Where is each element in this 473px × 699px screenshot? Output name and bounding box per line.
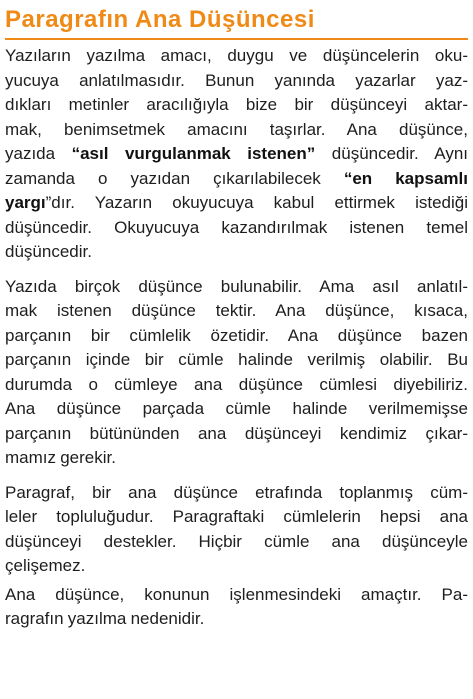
text-line: durumda o cümleye ana düşünce cümlesi diyebiliriz.: [5, 374, 468, 394]
text-line: parçanın içinde bir cümle halinde verilmiş olabilir. Bu: [5, 350, 468, 369]
text-line: yucuya anlatılmasıdır. Bunun yanında yazarlar yaz-: [5, 70, 468, 90]
text-line: düşüncedir. Okuyucuya kazandırılmak istenen temel: [5, 217, 468, 237]
text-line: dıkları metinler aracılığıyla bize bir düşünceyi aktar-: [5, 95, 468, 114]
text-line: Ana düşünce parçada cümle halinde verilmemişse: [5, 399, 468, 418]
text-line: mamız gerekir.: [5, 448, 116, 467]
document-page: [5, 0, 468, 632]
page-title: Paragrafın Ana Düşüncesi: [5, 6, 315, 33]
text-line: düşünceyi destekler. Hiçbir cümle ana düşünceyle: [5, 531, 468, 551]
emphasized-text: “en kapsamlı: [343, 168, 468, 188]
text-line: Paragraf, bir ana düşünce etrafında toplanmış cüm-: [5, 482, 468, 502]
text-line: mak, benimsetmek amacını taşırlar. Ana düşünce,: [5, 119, 468, 139]
text-line: yargı”dır. Yazarın okuyucuya kabul ettirmek istediği: [5, 193, 468, 212]
text-line: Yazıların yazılma amacı, duygu ve düşüncelerin oku-: [5, 46, 468, 65]
text-line: leler topluluğudur. Paragraftaki cümlelerin hepsi ana: [5, 507, 468, 526]
emphasized-text: “asıl vurgulanmak istenen”: [71, 144, 316, 163]
paragraph: [5, 275, 468, 471]
text-line: Ana düşünce, konunun işlenmesindeki amaçtır. Pa-: [5, 584, 468, 604]
text-line: ragrafın yazılma nedenidir.: [5, 609, 205, 628]
paragraph: [5, 481, 468, 579]
text-line: zamanda o yazıdan çıkarılabilecek “en kapsamlı: [5, 168, 468, 188]
text-line: Yazıda birçok düşünce bulunabilir. Ama asıl anlatıl-: [5, 276, 468, 296]
text-line: mak istenen düşünce tektir. Ana düşünce, kısaca,: [5, 301, 468, 320]
text-line: düşüncedir.: [5, 242, 92, 261]
paragraph: [5, 583, 468, 632]
title-underline: [5, 38, 468, 40]
paragraph: [5, 44, 468, 265]
text-line: çelişemez.: [5, 556, 86, 575]
emphasized-text: yargı: [5, 193, 46, 212]
body-text: [5, 44, 468, 632]
text-line: yazıda “asıl vurgulanmak istenen” düşüncedir. Aynı: [5, 144, 468, 163]
text-line: parçanın bir cümlelik özetidir. Ana düşünce bazen: [5, 325, 468, 345]
text-line: parçanın bütününden ana düşünceyi kendimiz çıkar-: [5, 423, 468, 443]
